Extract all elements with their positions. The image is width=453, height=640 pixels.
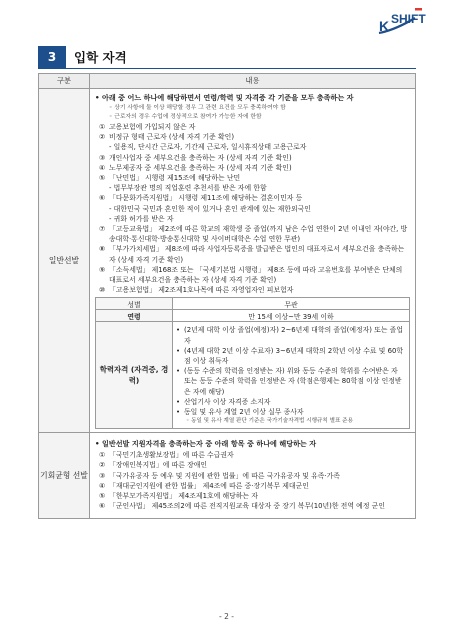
qual-item-text: (동등 수준의 학력을 인정받는 자) 위와 동등 수준의 학위를 수여받은 자 또는 동등 수준의 학력을 인정받은 자 (학점은행제는 80학점 이상 인정받은 자에 해당)	[184, 367, 402, 396]
item-text: 「고용보험법」 제2조제1호나목에 따른 자영업자인 피보험자	[109, 286, 294, 295]
general-item	[95, 224, 410, 244]
bullet-icon: •	[176, 346, 181, 355]
equity-item	[95, 471, 410, 481]
equity-item	[95, 460, 410, 470]
equity-lead: • 일반선발 지원자격을 충족하는자 중 아래 항목 중 하나에 해당하는 자	[95, 439, 317, 449]
equity-category: 기회균형 선발	[39, 433, 90, 518]
qual-item-text: 동일 및 유사 계열 2년 이상 실무 종사자	[184, 408, 304, 417]
equity-item	[95, 491, 410, 501]
qual-item-text: (2년제 대학 이상 졸업(예정)자) 2~6년제 대학의 졸업(예정자) 또는 졸업자	[184, 326, 403, 345]
equity-content	[90, 433, 416, 518]
item-subtext: - 일용직, 단시간 근로자, 기간제 근로자, 일시휴직상태 고용근로자	[109, 143, 307, 152]
general-content	[90, 89, 416, 433]
item-number: ③	[99, 153, 106, 162]
item-subtext: - 대한민국 국민과 혼인한 적이 있거나 혼인 관계에 있는 재한외국인	[109, 204, 311, 213]
criteria-gender-label: 성별	[96, 298, 173, 310]
item-number: ⑦	[99, 225, 106, 234]
table-header-row	[39, 74, 416, 89]
qual-items	[176, 325, 406, 417]
page-number: - 2 -	[219, 612, 234, 621]
item-number: ①	[99, 451, 106, 460]
equity-item	[95, 481, 410, 491]
qual-item	[176, 366, 406, 397]
item-text: 「재대군인지원에 관한 법률」 제4조에 따른 중·장기복무 제대군인	[109, 481, 309, 490]
general-item	[95, 132, 410, 142]
item-number: ⑥	[99, 502, 106, 511]
equity-items	[95, 450, 410, 511]
item-text: 노무제공자 중 세부요건을 충족하는 자 (상세 자격 기준 확인)	[109, 163, 292, 172]
criteria-qual-label-text: 학력자격 (자격증, 경력)	[99, 365, 169, 386]
bullet-icon: •	[176, 397, 181, 406]
item-text: 「부가가치세법」 제8조에 따라 사업자등록증을 발급받은 법인의 대표자로서 세부요건을 충족하는 자 (상세 자격 기준 확인)	[109, 245, 405, 264]
item-text: 「한부모가족지원법」 제4조제1호에 해당하는 자	[109, 492, 258, 501]
bullet-icon: •	[176, 326, 181, 335]
criteria-qual-label	[96, 322, 173, 429]
general-note: ◦ 근로자의 경우 수업에 정상적으로 참여가 가능한 자에 한함	[109, 114, 262, 120]
criteria-table	[95, 297, 410, 429]
general-item	[95, 193, 410, 203]
section-divider	[38, 68, 416, 69]
item-number: ⑤	[99, 492, 106, 501]
general-item	[95, 122, 410, 132]
criteria-qual-list	[173, 322, 410, 429]
general-note: ◦ 상기 사항에 둘 이상 해당할 경우 그 관련 요건을 모두 충족하여야 함	[109, 105, 286, 111]
item-text: 「난민법」 시행령 제15조에 해당하는 난민	[109, 174, 241, 183]
header-content: 내용	[90, 74, 416, 89]
qual-item	[176, 397, 406, 407]
criteria-age-value: 만 15세 이상~만 39세 이하	[173, 310, 410, 322]
general-items	[95, 122, 410, 295]
item-text: 「국가유공자 등 예우 및 지원에 관한 법률」에 따른 국가유공자 및 유족·가족	[109, 471, 340, 480]
item-number: ⑧	[99, 245, 106, 254]
general-notes	[95, 104, 410, 122]
qual-item-text: 산업기사 이상 자격증 소지자	[184, 397, 271, 406]
general-category: 일반선발	[39, 89, 90, 433]
section-number: 3	[38, 46, 66, 68]
item-number: ④	[99, 163, 106, 172]
criteria-age-label: 연령	[96, 310, 173, 322]
bullet-icon: •	[176, 408, 181, 417]
bullet-icon: •	[176, 367, 181, 376]
item-number: ②	[99, 133, 106, 142]
item-number: ⑥	[99, 194, 106, 203]
item-subtext: - 법무부장관 명의 직업훈련 추천서를 받은 자에 한함	[109, 184, 267, 193]
item-text: 비정규 형태 근로자 (상세 자격 기준 확인)	[109, 133, 235, 142]
qual-item	[176, 346, 406, 366]
item-text: 「고등교육법」 제2조에 따른 학교의 재학생 중 졸업(까지 남은 수업 연한이 2년 이내인 자(야간, 방송대학·통신대학·방송통신대학 및 사이버대학은 수업 연한 무관)	[109, 225, 408, 244]
general-item	[95, 173, 410, 183]
qual-note: ◦ 동일 및 유사 계열 판단 기준은 국가기술자격법 시행규칙 별표 준용	[186, 418, 353, 425]
item-text: 「국민기초생활보장법」에 따른 수급권자	[109, 451, 234, 460]
item-text: 고용보험에 가입되지 않은 자	[109, 123, 196, 131]
section-header	[38, 46, 416, 68]
qual-item	[176, 325, 406, 345]
logo-shift: SHIFT	[391, 12, 426, 26]
section-title: 입학 자격	[74, 50, 127, 65]
item-text: 개인사업자 중 세부요건을 충족하는 자 (상세 자격 기준 확인)	[109, 153, 292, 162]
general-item	[95, 163, 410, 173]
general-item	[95, 265, 410, 285]
admission-table	[38, 73, 416, 519]
item-number: ①	[99, 123, 106, 131]
equity-item	[95, 501, 410, 511]
item-number: ⑤	[99, 174, 106, 183]
general-lead: • 아래 중 어느 하나에 해당하면서 연령/학력 및 자격증 각 기준을 모두 충족하는 자	[95, 93, 354, 102]
general-row	[39, 89, 416, 433]
item-subtext: - 귀화 허가를 받은 자	[109, 214, 174, 223]
item-number: ④	[99, 481, 106, 490]
general-item	[95, 153, 410, 163]
general-item	[95, 285, 410, 295]
item-text: 「다문화가족지원법」 시행령 제11조에 해당하는 결혼이민자 등	[109, 194, 303, 203]
kshift-logo	[375, 6, 437, 36]
item-text: 「소득세법」 제168조 또는 「국세기본법 시행령」 제8조 등에 따라 고유번호를 부여받은 단체의 대표로서 세부요건을 충족하는 자 (상세 자격 기준 확인)	[109, 265, 403, 285]
item-number: ③	[99, 471, 106, 480]
criteria-gender-value: 무관	[173, 298, 410, 310]
logo-k: K	[379, 18, 390, 34]
general-item	[95, 244, 410, 264]
item-number: ⑩	[99, 286, 106, 295]
equity-item	[95, 450, 410, 460]
item-text: 「장애인복지법」에 따른 장애인	[109, 461, 208, 470]
item-number: ②	[99, 461, 106, 470]
item-number: ⑨	[99, 265, 106, 274]
header-category: 구분	[39, 74, 90, 89]
qual-item-text: (4년제 대학 2년 이상 수료자) 3~6년제 대학의 2학년 이상 수료 및 60학점 이상 취득자	[184, 346, 404, 366]
equity-row	[39, 433, 416, 518]
item-text: 「군인사법」 제45조의2에 따른 전직지원교육 대상자 중 장기 복무(10년)한 전역 예정 군인	[109, 502, 385, 511]
qual-item	[176, 407, 406, 417]
